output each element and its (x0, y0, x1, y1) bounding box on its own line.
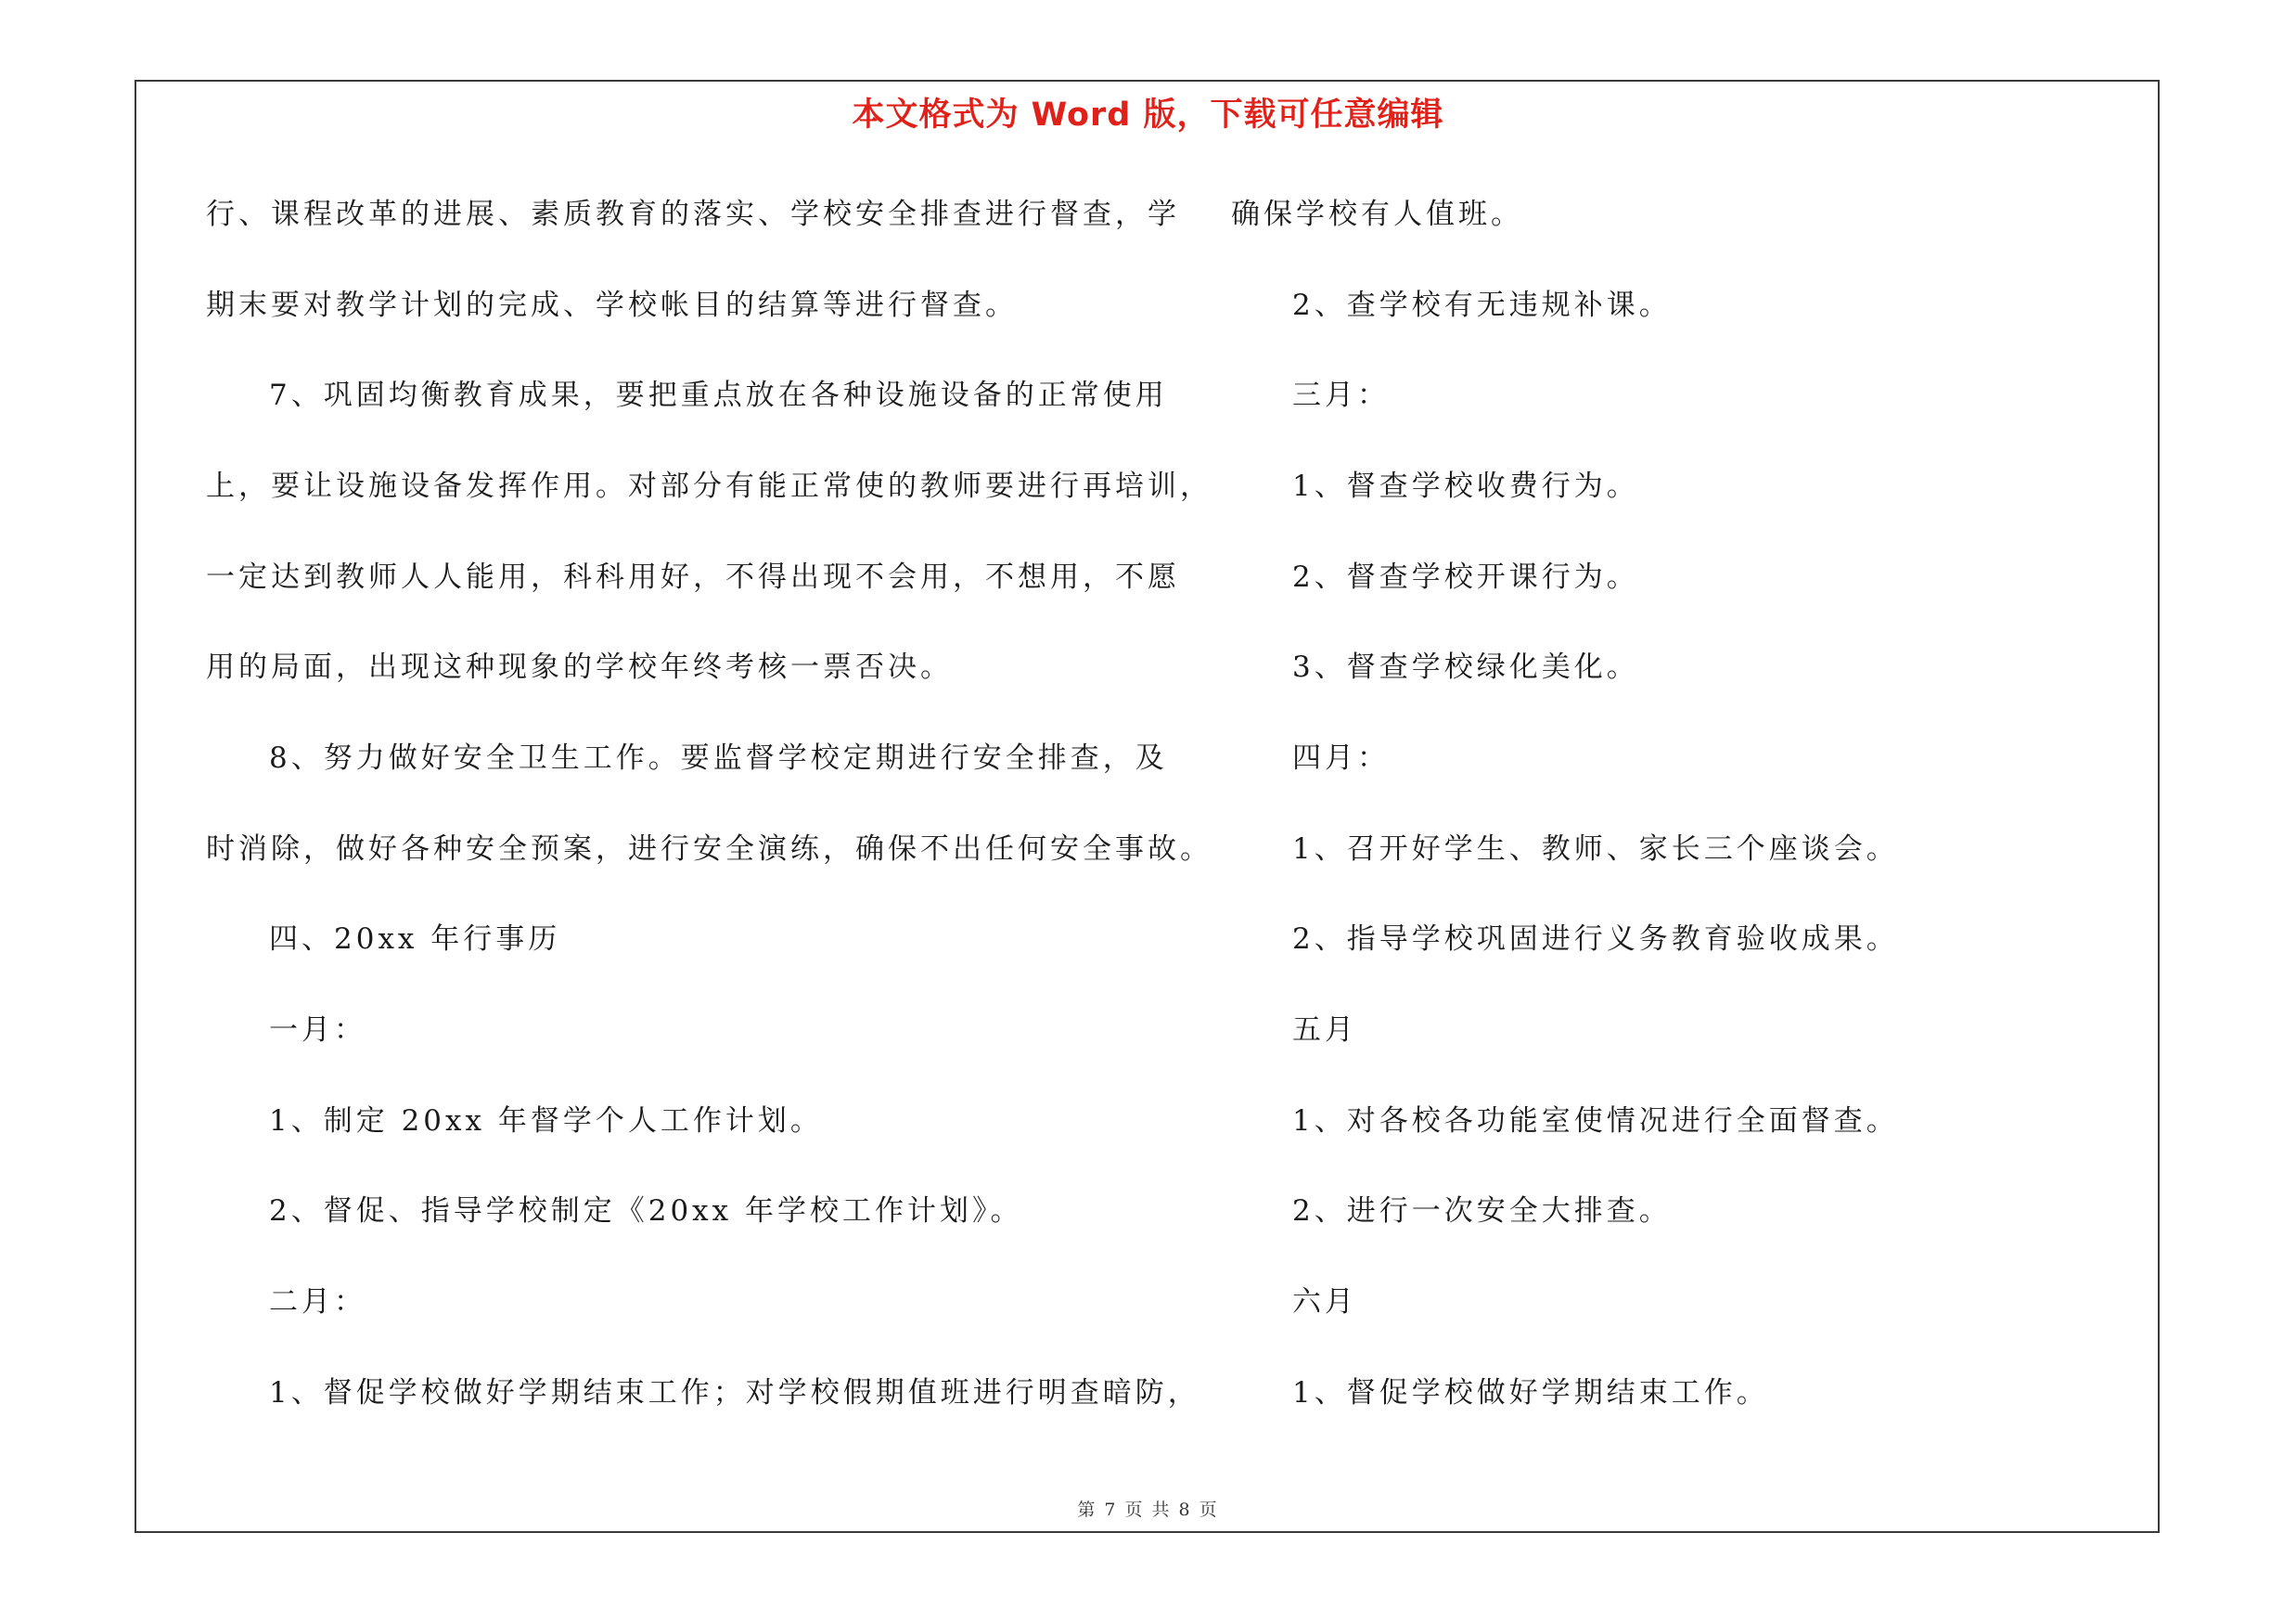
right-line-11: 1、对各校各功能室使情况进行全面督查。 (1292, 1104, 1899, 1138)
right-line-7: 四月： (1292, 741, 1390, 775)
right-line-3: 三月： (1292, 379, 1390, 412)
right-line-1: 确保学校有人值班。 (1231, 198, 1523, 231)
right-line-4: 1、督查学校收费行为。 (1292, 470, 1639, 503)
right-line-10: 五月 (1292, 1013, 1357, 1047)
left-line-11: 1、制定 20xx 年督学个人工作计划。 (269, 1104, 823, 1138)
left-line-3: 7、巩固均衡教育成果，要把重点放在各种设施设备的正常使用 (269, 379, 1168, 412)
left-line-7: 8、努力做好安全卫生工作。要监督学校定期进行安全排查，及 (269, 741, 1168, 775)
left-line-5: 一定达到教师人人能用，科科用好，不得出现不会用，不想用，不愿 (206, 560, 1180, 594)
word-format-banner: 本文格式为 Word 版，下载可任意编辑 (852, 97, 1444, 134)
left-line-4: 上，要让设施设备发挥作用。对部分有能正常使的教师要进行再培训， (206, 470, 1212, 503)
right-line-14: 1、督促学校做好学期结束工作。 (1292, 1376, 1769, 1410)
page-number-footer: 第 7 页 共 8 页 (1077, 1500, 1219, 1520)
right-line-13: 六月 (1292, 1285, 1357, 1319)
right-line-5: 2、督查学校开课行为。 (1292, 560, 1639, 594)
left-line-1: 行、课程改革的进展、素质教育的落实、学校安全排查进行督查，学 (206, 198, 1180, 231)
left-line-8: 时消除，做好各种安全预案，进行安全演练，确保不出任何安全事故。 (206, 832, 1212, 866)
left-line-14: 1、督促学校做好学期结束工作；对学校假期值班进行明查暗防， (269, 1376, 1200, 1410)
right-line-9: 2、指导学校巩固进行义务教育验收成果。 (1292, 922, 1899, 956)
left-line-9: 四、20xx 年行事历 (269, 922, 561, 956)
right-line-12: 2、进行一次安全大排查。 (1292, 1194, 1672, 1228)
right-line-6: 3、督查学校绿化美化。 (1292, 650, 1639, 684)
left-line-2: 期末要对教学计划的完成、学校帐目的结算等进行督查。 (206, 289, 1018, 322)
right-line-2: 2、查学校有无违规补课。 (1292, 289, 1672, 322)
left-line-12: 2、督促、指导学校制定《20xx 年学校工作计划》。 (269, 1194, 1023, 1228)
left-line-10: 一月： (269, 1013, 366, 1047)
left-line-13: 二月： (269, 1285, 366, 1319)
left-line-6: 用的局面，出现这种现象的学校年终考核一票否决。 (206, 650, 953, 684)
right-line-8: 1、召开好学生、教师、家长三个座谈会。 (1292, 832, 1899, 866)
